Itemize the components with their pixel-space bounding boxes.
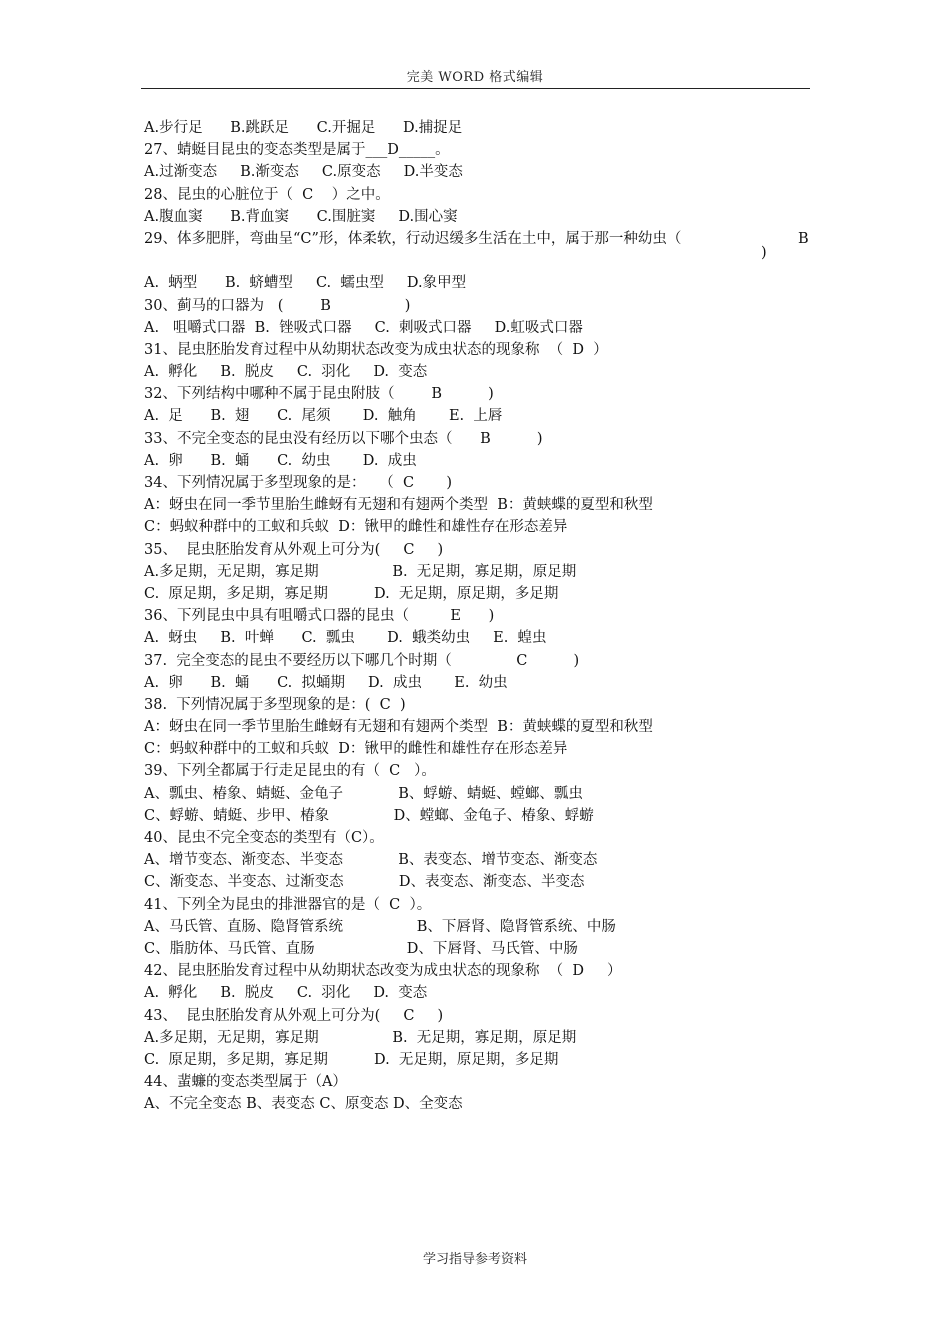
question-29-close-paren: )	[761, 244, 767, 261]
text-line: A、不完全变态 B、表变态 C、原变态 D、全变态	[144, 1096, 463, 1113]
text-line: A. 足 B. 翅 C. 尾须 D. 触角 E. 上唇	[144, 408, 503, 425]
text-line: 31、昆虫胚胎发育过程中从幼期状态改变为成虫状态的现象称 （ D ）	[144, 341, 608, 358]
text-line: C. 原足期，多足期，寡足期 D. 无足期，原足期，多足期	[144, 1051, 559, 1068]
text-line: C：蚂蚁种群中的工蚁和兵蚁 D：锹甲的雌性和雄性存在形态差异	[144, 519, 568, 536]
page-footer: 学习指导参考资料	[422, 1252, 527, 1267]
text-line: 33、不完全变态的昆虫没有经历以下哪个虫态（ B )	[144, 430, 543, 447]
text-line: A. 蚜虫 B. 叶蝉 C. 瓢虫 D. 蛾类幼虫 E. 蝗虫	[144, 630, 547, 647]
text-line: A.过渐变态 B.渐变态 C.原变态 D.半变态	[144, 164, 463, 181]
question-list	[144, 117, 814, 1115]
question-29-answer: B	[798, 230, 809, 247]
text-line: C. 原足期，多足期，寡足期 D. 无足期，原足期，多足期	[144, 585, 559, 602]
question-29-text: 29、体多肥胖，弯曲呈“C”形，体柔软，行动迟缓多生活在土中，属于那一种幼虫（	[144, 230, 682, 247]
text-line: 28、昆虫的心脏位于（ C ）之中。	[144, 186, 390, 203]
text-line: 43、 昆虫胚胎发育从外观上可分为( C )	[144, 1007, 444, 1024]
text-line: A：蚜虫在同一季节里胎生雌蚜有无翅和有翅两个类型 B：黄蛱蝶的夏型和秋型	[144, 719, 653, 736]
text-line: 42、昆虫胚胎发育过程中从幼期状态改变为成虫状态的现象称 （ D ）	[144, 963, 622, 980]
text-line: A.腹血窦 B.背血窦 C.围脏窦 D.围心窦	[144, 208, 458, 225]
text-line: 44、蜚蠊的变态类型属于（A）	[144, 1074, 347, 1091]
text-line: 30、蓟马的口器为 ( B )	[144, 297, 411, 314]
text-line: A.步行足 B.跳跃足 C.开掘足 D.捕捉足	[144, 120, 463, 136]
text-line: 38. 下列情况属于多型现象的是：( C )	[144, 696, 406, 713]
text-line: 34、下列情况属于多型现象的是： （ C )	[144, 475, 453, 492]
text-line: A. 孵化 B. 脱皮 C. 羽化 D. 变态	[144, 364, 428, 381]
text-line: A. 孵化 B. 脱皮 C. 羽化 D. 变态	[144, 985, 428, 1002]
text-line: 41、下列全为昆虫的排泄器官的是（ C ）。	[144, 896, 432, 913]
text-line: C、脂肪体、马氏管、直肠 D、下唇肾、马氏管、中肠	[144, 940, 578, 957]
text-line: 32、下列结构中哪种不属于昆虫附肢（ B )	[144, 386, 494, 403]
text-line: A、增节变态、渐变态、半变态 B、表变态、增节变态、渐变态	[144, 852, 598, 869]
text-line: 36、下列昆虫中具有咀嚼式口器的昆虫（ E )	[144, 608, 495, 625]
text-line: A、马氏管、直肠、隐肾管系统 B、下唇肾、隐肾管系统、中肠	[144, 918, 616, 935]
text-line: A、瓢虫、椿象、蜻蜓、金龟子 B、蜉蝣、蜻蜓、螳螂、瓢虫	[144, 785, 583, 802]
text-line: A. 咀嚼式口器 B. 锉吸式口器 C. 刺吸式口器 D.虹吸式口器	[144, 319, 583, 336]
text-line: A.多足期，无足期，寡足期 B. 无足期，寡足期，原足期	[144, 1029, 577, 1046]
text-line: C、蜉蝣、蜻蜓、步甲、椿象 D、螳螂、金龟子、椿象、蜉蝣	[144, 807, 594, 824]
text-line: C、渐变态、半变态、过渐变态 D、表变态、渐变态、半变态	[144, 874, 585, 891]
header-rule	[141, 88, 810, 89]
text-line: 40、昆虫不完全变态的类型有（C）。	[144, 830, 384, 847]
question-29	[144, 228, 814, 272]
page-header: 完美 WORD 格式编辑	[406, 70, 544, 85]
text-line: 39、下列全都属于行走足昆虫的有（ C ）。	[144, 763, 436, 780]
text-line: 37. 完全变态的昆虫不要经历以下哪几个时期（ C )	[144, 652, 580, 669]
text-line: 27、蜻蜓目昆虫的变态类型是属于___D_____。	[144, 142, 450, 159]
text-line: A. 卵 B. 蛹 C. 拟蛹期 D. 成虫 E. 幼虫	[144, 674, 508, 691]
text-line: A. 卵 B. 蛹 C. 幼虫 D. 成虫	[144, 452, 417, 469]
text-line: A：蚜虫在同一季节里胎生雌蚜有无翅和有翅两个类型 B：黄蛱蝶的夏型和秋型	[144, 497, 653, 514]
text-line: A. 蛃型 B. 蛴螬型 C. 蠕虫型 D.象甲型	[144, 275, 467, 292]
text-line: C：蚂蚁种群中的工蚁和兵蚁 D：锹甲的雌性和雄性存在形态差异	[144, 741, 568, 758]
text-line: A.多足期，无足期，寡足期 B. 无足期，寡足期，原足期	[144, 563, 577, 580]
text-line: 35、 昆虫胚胎发育从外观上可分为( C )	[144, 541, 444, 558]
